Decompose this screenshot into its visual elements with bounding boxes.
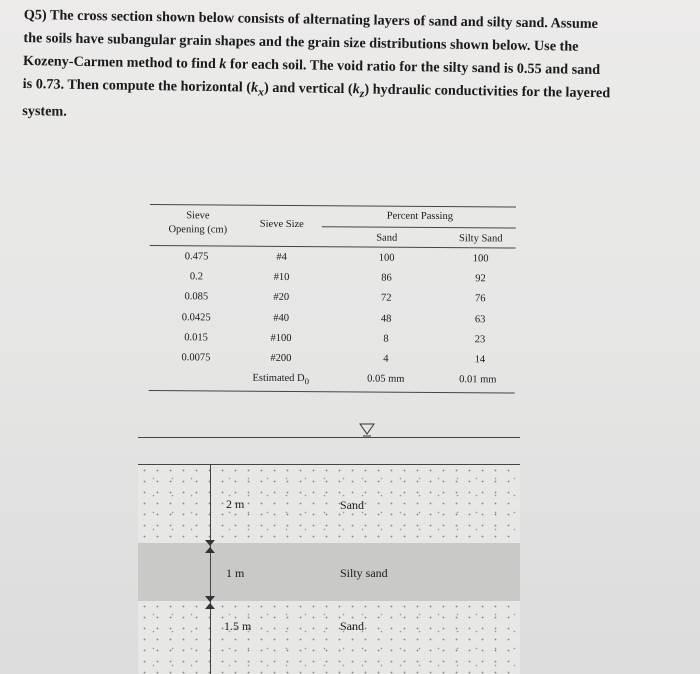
layer-silty-sand	[138, 543, 520, 601]
question-text	[22, 4, 664, 133]
table-cell-size: #200	[270, 352, 292, 364]
question-line-1: Q5) The cross section shown below consists of alternating layers of sand and silty sand. Assume	[23, 6, 599, 33]
header-sand: Sand	[376, 232, 398, 244]
table-cell-opening: 0.0075	[181, 352, 211, 364]
kz-subscript: z	[359, 86, 365, 101]
water-table-icon	[359, 423, 375, 437]
table-cell-sand: 4	[383, 353, 389, 365]
question-text-segment: is 0.73. Then compute the horizontal (	[22, 75, 252, 96]
kx-subscript: x	[257, 84, 265, 99]
table-cell-silty: 63	[474, 313, 486, 325]
cross-section-diagram	[0, 420, 700, 674]
header-sieve-opening-line1: Sieve	[186, 210, 210, 222]
thickness-label-bottom: 1.5 m	[224, 619, 252, 633]
table-cell-opening: 0.2	[189, 271, 204, 283]
table-cell-size: #100	[270, 332, 292, 344]
table-cell-opening: 0.475	[184, 251, 209, 263]
question-text-segment: ) hydraulic conductivities for the layered	[364, 81, 611, 102]
dimension-line	[210, 465, 211, 674]
table-cell-silty: 23	[474, 334, 486, 346]
kz-symbol: k	[352, 81, 360, 98]
footer-sand-d: 0.05 mm	[367, 373, 405, 385]
percent-passing-rule	[322, 226, 516, 228]
table-cell-sand: 100	[378, 252, 395, 264]
header-percent-passing: Percent Passing	[386, 210, 454, 223]
table-cell-silty: 92	[475, 273, 486, 285]
table-bottom-rule	[149, 390, 515, 394]
question-text-segment: Kozeny-Carmen method to find	[22, 52, 220, 73]
question-line-2: the soils have subangular grain shapes and the grain size distributions shown below. Use the	[23, 29, 579, 55]
table-top-rule	[150, 204, 516, 208]
layer-sand-top	[138, 465, 520, 543]
arrow-up-icon	[205, 602, 216, 610]
table-cell-silty: 14	[474, 354, 486, 366]
table-cell-opening: 0.085	[184, 291, 209, 303]
thickness-label-middle: 1 m	[226, 566, 245, 580]
table-cell-size: #4	[276, 251, 287, 263]
table-cell-sand: 86	[381, 272, 392, 284]
grain-size-table	[149, 200, 520, 403]
table-cell-silty: 100	[472, 253, 489, 265]
footer-label: Estimated D	[252, 372, 305, 385]
question-line-5: system.	[22, 102, 67, 120]
table-header-rule	[150, 245, 516, 249]
table-cell-sand: 48	[380, 313, 392, 325]
arrow-up-icon	[205, 546, 216, 554]
table-cell-opening: 0.0425	[181, 311, 211, 324]
question-text-segment: for each soil. The void ratio for the silty sand is 0.55 and sand	[226, 56, 601, 79]
k-symbol: k	[219, 56, 227, 73]
question-text-segment: ) and vertical (	[263, 79, 353, 98]
header-silty-sand: Silty Sand	[458, 233, 503, 245]
kx-symbol: k	[250, 79, 259, 96]
header-sieve-opening-line2: Opening (cm)	[168, 224, 228, 236]
layer-label-silty-sand: Silty sand	[340, 566, 388, 580]
layer-label-sand-bottom: Sand	[340, 619, 364, 633]
table-cell-silty: 76	[475, 293, 486, 305]
table-cell-opening: 0.015	[184, 332, 208, 344]
footer-silty-d: 0.01 mm	[459, 374, 497, 386]
table-cell-sand: 72	[381, 293, 392, 305]
table-cell-size: #40	[273, 312, 290, 324]
layer-label-sand-top: Sand	[340, 498, 364, 512]
footer-estimated-d	[241, 373, 321, 387]
footer-subscript: 0	[304, 376, 310, 387]
thickness-label-top: 2 m	[226, 497, 245, 511]
table-cell-size: #10	[273, 272, 290, 284]
table-cell-sand: 8	[383, 333, 389, 345]
layer-sand-bottom	[138, 601, 520, 674]
header-sieve-size: Sieve Size	[259, 218, 304, 231]
water-table-line	[138, 437, 520, 438]
table-cell-size: #20	[273, 292, 290, 304]
